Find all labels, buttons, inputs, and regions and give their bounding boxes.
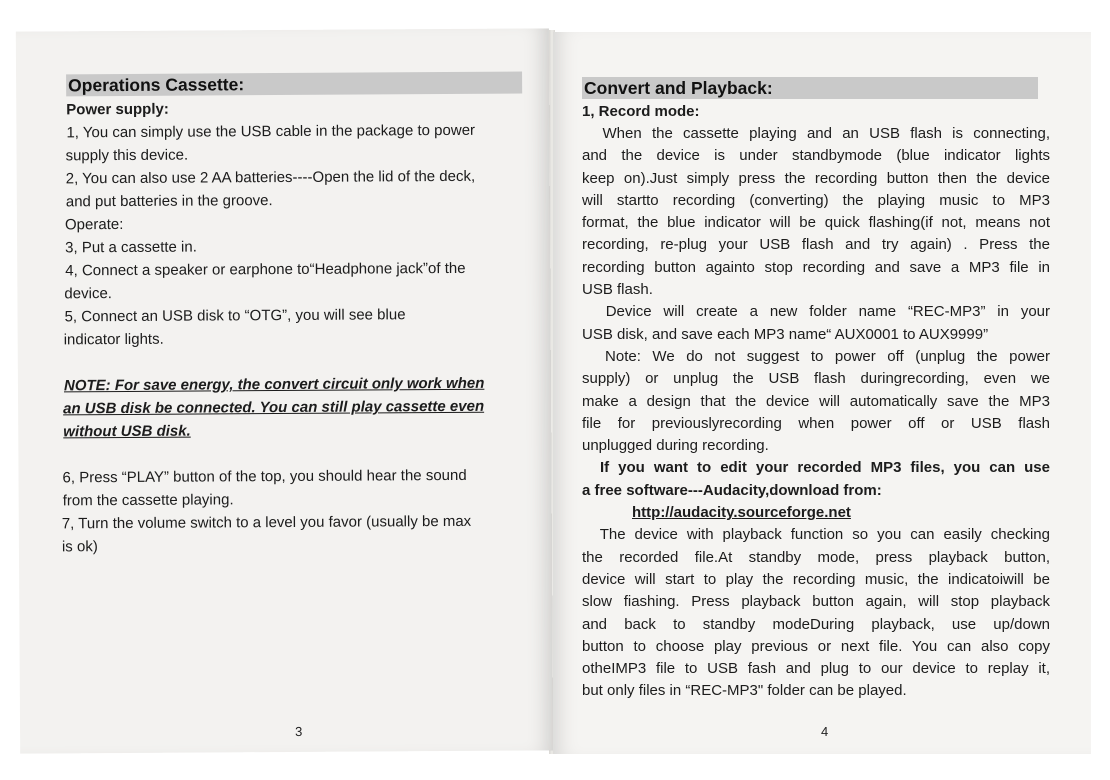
power-step-1-line-1: 1, You can simply use the USB cable in the package to power [66,121,476,142]
folder-para-line-2: USB disk, and save each MP3 name“ AUX0001 to AUX9999” [582,325,989,343]
note-para-line-1: Note: We do not suggest to power off (unplug the power [582,347,1050,365]
operate-step-6-line-1: 6, Press “PLAY” button of the top, you should hear the sound [62,466,467,487]
record-para-line-6: recording, re-plug your USB flash and try again) . Press the [582,236,1050,254]
convert-playback-heading: Convert and Playback: [582,77,1038,99]
record-para-line-7: recording button againto stop recording and save a MP3 file in [582,258,1050,276]
playback-para-line-5: and back to standby modeDuring playback, use up/down [582,615,1050,633]
playback-para-line-1: The device with playback function so you can easily checking [582,526,1050,544]
power-step-1-line-2: supply this device. [65,146,189,165]
audacity-download-link[interactable]: http://audacity.sourceforge.net [632,504,851,522]
record-para-line-8: USB flash. [582,281,653,299]
operate-step-3: 3, Put a cassette in. [65,238,197,257]
record-para-line-4: will startto recording (converting) the playing music to MP3 [582,191,1050,209]
operations-cassette-heading: Operations Cassette: [66,72,522,97]
playback-para-line-7: otheIMP3 file to USB fash and plug to our device to replay it, [582,660,1050,678]
record-para-line-2: and the device is under standbymode (blue indicator lights [582,147,1050,165]
left-page-content [60,71,533,558]
playback-para-line-2: the recorded file.At standby mode, press playback button, [582,548,1050,566]
record-para-line-3: keep on).Just simply press the recording button then the device [582,169,1050,187]
note-para-line-5: unplugged during recording. [582,437,769,455]
playback-para-line-6: button to choose play previous or next file. You can also copy [582,637,1050,655]
power-supply-label: Power supply: [66,100,169,119]
audacity-para-line-1: If you want to edit your recorded MP3 files, you can use [582,459,1050,477]
energy-note-line-1: NOTE: For save energy, the convert circuit only work when [63,374,485,395]
energy-note-line-3: without USB disk. [63,422,191,441]
page-number-left: 3 [295,723,303,739]
right-page [553,32,1091,754]
operate-step-5-line-2: indicator lights. [63,330,164,349]
page-number-right: 4 [821,724,829,739]
record-para-line-1: When the cassette playing and an USB flash is connecting, [582,125,1050,142]
operate-step-4-line-1: 4, Connect a speaker or earphone to“Headphone jack”of the [65,259,466,280]
operate-step-5-line-1: 5, Connect an USB disk to “OTG”, you will see blue [64,306,406,326]
operate-step-4-line-2: device. [64,285,112,303]
folder-para-line-1: Device will create a new folder name “REC-MP3” in your [582,303,1050,321]
left-page [16,28,553,753]
note-para-line-3: make a design that the device will automatically save the MP3 [582,392,1050,410]
playback-para-line-3: device will start to play the recording music, the indicatoiwill be [582,570,1050,588]
operate-step-7-line-1: 7, Turn the volume switch to a level you favor (usually be max [61,512,472,533]
note-para-line-4: file for previouslyrecording when power off or USB flash [582,414,1050,432]
note-para-line-2: supply) or unplug the USB flash duringrecording, even we [582,370,1050,388]
right-page-content [582,77,1050,703]
audacity-para-line-2: a free software---Audacity,download from: [582,481,882,499]
energy-note-line-2: an USB disk be connected. You can still play cassette even [63,397,485,418]
playback-para-line-8: but only files in “REC-MP3" folder can be played. [582,682,907,700]
operate-step-6-line-2: from the cassette playing. [62,491,234,510]
operate-label: Operate: [64,215,124,234]
operate-step-7-line-2: is ok) [61,538,98,556]
power-step-2-line-1: 2, You can also use 2 AA batteries----Open the lid of the deck, [65,167,476,188]
playback-para-line-4: slow fiashing. Press playback button again, will stop playback [582,593,1050,611]
power-step-2-line-2: and put batteries in the groove. [65,192,273,211]
record-mode-label: 1, Record mode: [582,103,700,120]
record-para-line-5: format, the blue indicator will be quick flashing(if not, means not [582,214,1050,232]
